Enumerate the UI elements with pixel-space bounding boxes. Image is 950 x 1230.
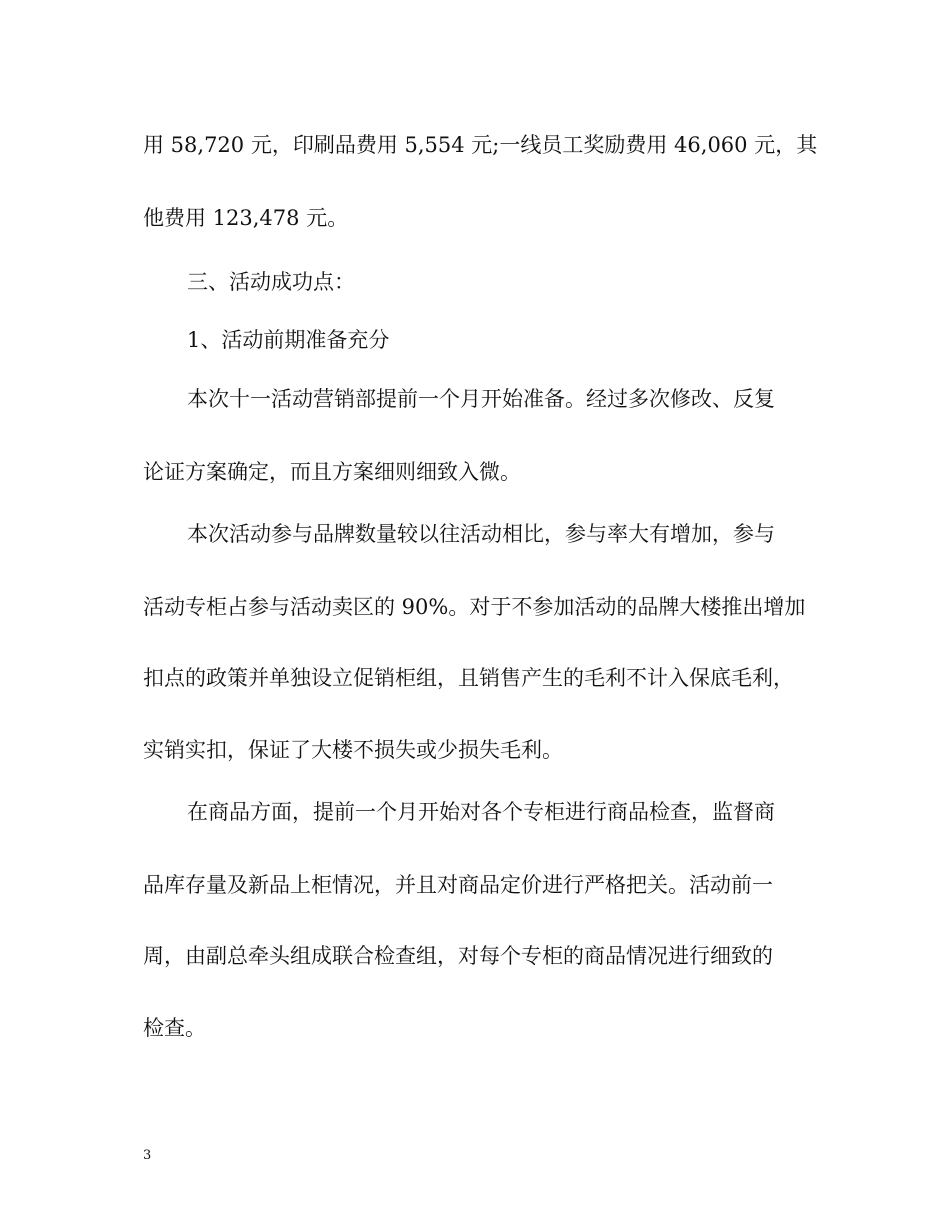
- page-number: 3: [143, 1148, 152, 1163]
- paragraph-line: 实销实扣，保证了大楼不损失或少损失毛利。: [143, 738, 563, 762]
- subsection-heading: 1、活动前期准备充分: [187, 328, 390, 352]
- paragraph-line: 扣点的政策并单独设立促销柜组，且销售产生的毛利不计入保底毛利，: [143, 666, 794, 690]
- paragraph-line: 本次十一活动营销部提前一个月开始准备。经过多次修改、反复: [187, 387, 775, 411]
- paragraph-line: 周，由副总牵头组成联合检查组，对每个专柜的商品情况进行细致的: [143, 944, 773, 968]
- paragraph-line: 品库存量及新品上柜情况，并且对商品定价进行严格把关。活动前一: [143, 873, 773, 897]
- paragraph-line: 活动专柜占参与活动卖区的 90%。对于不参加活动的品牌大楼推出增加: [143, 595, 806, 619]
- paragraph-line: 检查。: [143, 1016, 206, 1040]
- paragraph-line: 论证方案确定，而且方案细则细致入微。: [143, 460, 521, 484]
- body-text-line: 他费用 123,478 元。: [143, 206, 349, 230]
- paragraph-line: 本次活动参与品牌数量较以往活动相比，参与率大有增加，参与: [187, 522, 775, 546]
- body-text-line: 用 58,720 元，印刷品费用 5,554 元;一线员工奖励费用 46,060 元，其: [143, 133, 818, 157]
- section-heading: 三、活动成功点：: [187, 270, 355, 294]
- paragraph-line: 在商品方面，提前一个月开始对各个专柜进行商品检查，监督商: [187, 800, 775, 824]
